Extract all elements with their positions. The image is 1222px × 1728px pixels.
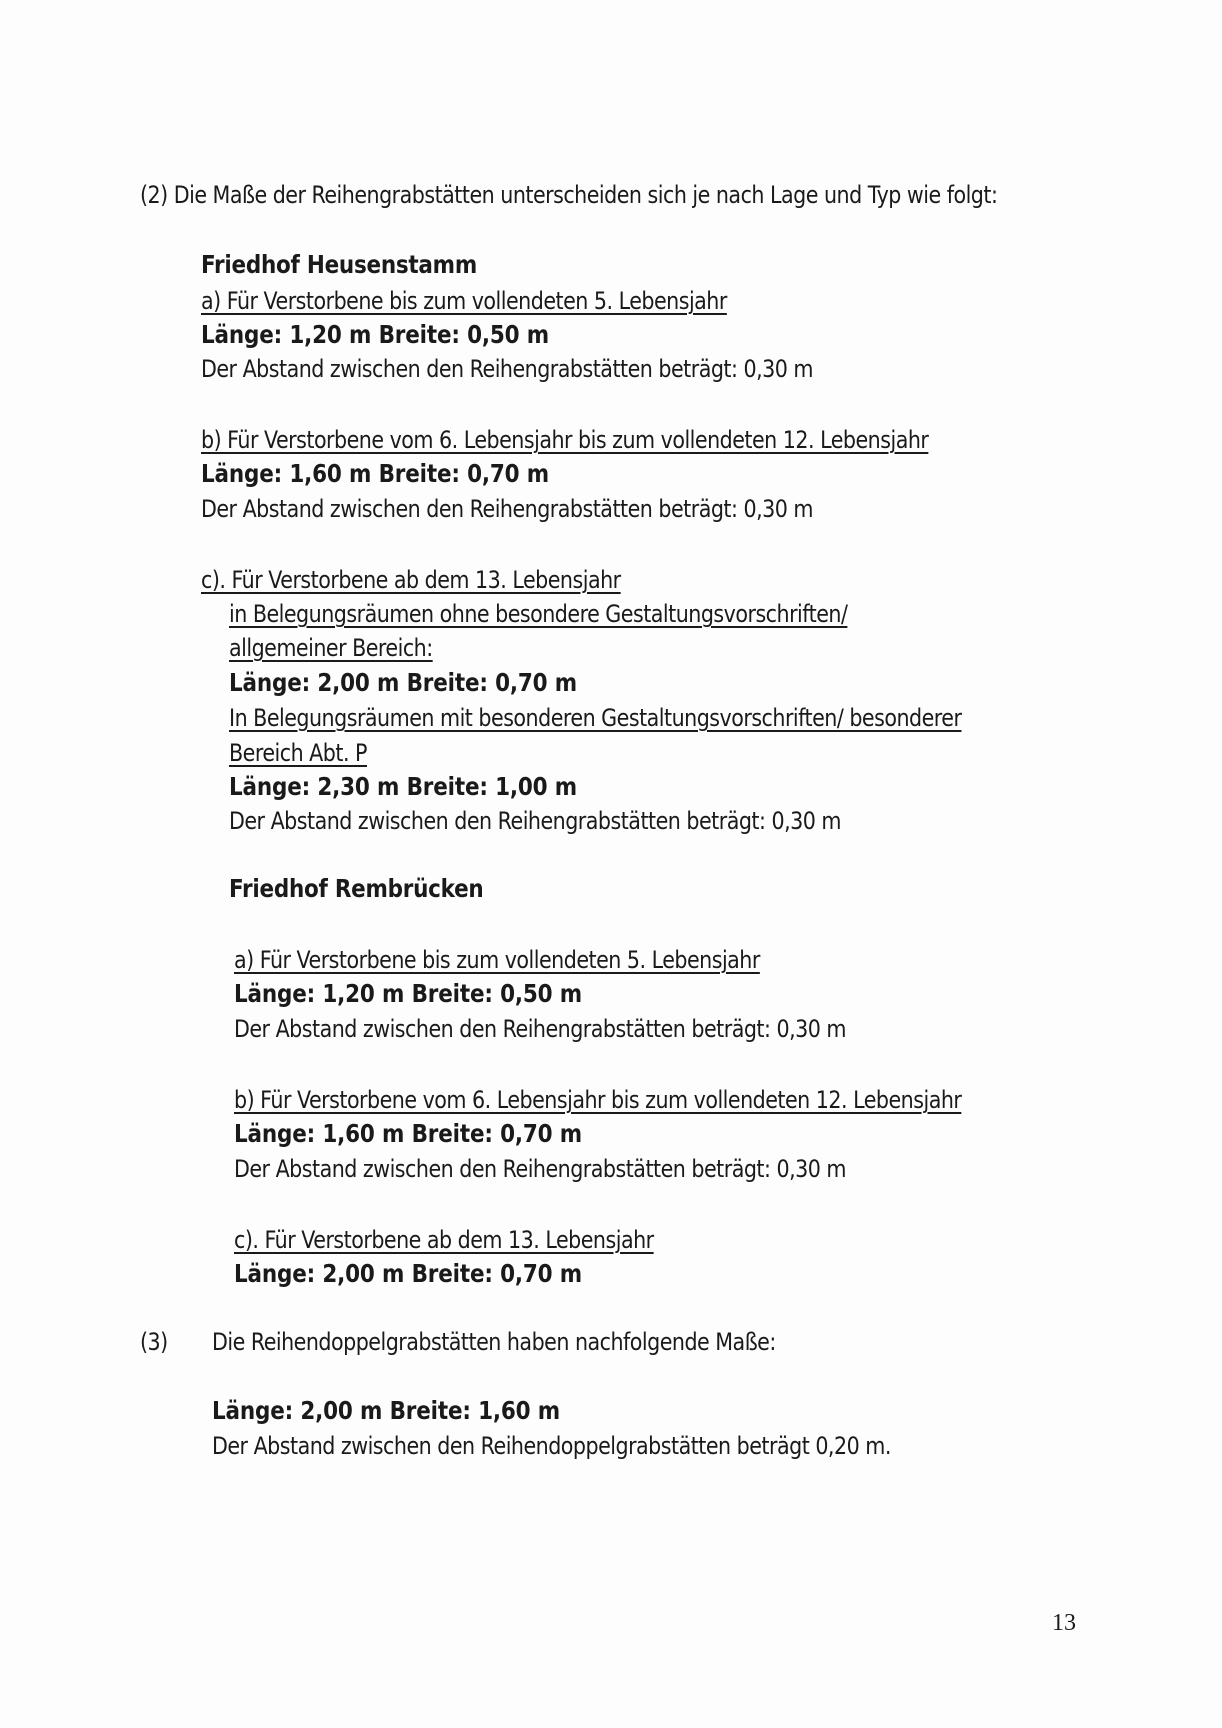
heusenstamm-b-spacing: Der Abstand zwischen den Reihengrabstätten beträgt: 0,30 m bbox=[201, 495, 814, 523]
rembruecken-a-heading: a) Für Verstorbene bis zum vollendeten 5. Lebensjahr bbox=[234, 946, 760, 974]
heusenstamm-title: Friedhof Heusenstamm bbox=[201, 250, 477, 279]
page-number: 13 bbox=[1052, 1610, 1076, 1636]
heusenstamm-c-area2-line2: Bereich Abt. P bbox=[229, 739, 367, 767]
rembruecken-c-dims: Länge: 2,00 m Breite: 0,70 m bbox=[234, 1259, 583, 1288]
rembruecken-a-spacing: Der Abstand zwischen den Reihengrabstätten beträgt: 0,30 m bbox=[234, 1015, 847, 1043]
heusenstamm-c-area1-line2: allgemeiner Bereich: bbox=[229, 634, 433, 662]
rembruecken-b-spacing: Der Abstand zwischen den Reihengrabstätten beträgt: 0,30 m bbox=[234, 1155, 847, 1183]
section-3-spacing: Der Abstand zwischen den Reihendoppelgrabstätten beträgt 0,20 m. bbox=[212, 1432, 891, 1460]
rembruecken-b-heading: b) Für Verstorbene vom 6. Lebensjahr bis zum vollendeten 12. Lebensjahr bbox=[234, 1086, 962, 1114]
rembruecken-b-dims: Länge: 1,60 m Breite: 0,70 m bbox=[234, 1119, 583, 1148]
rembruecken-title: Friedhof Rembrücken bbox=[229, 874, 484, 903]
heusenstamm-a-spacing: Der Abstand zwischen den Reihengrabstätten beträgt: 0,30 m bbox=[201, 355, 814, 383]
rembruecken-a-dims: Länge: 1,20 m Breite: 0,50 m bbox=[234, 979, 583, 1008]
heusenstamm-c-area1-dims: Länge: 2,00 m Breite: 0,70 m bbox=[229, 668, 578, 697]
heusenstamm-a-dims: Länge: 1,20 m Breite: 0,50 m bbox=[201, 320, 550, 349]
heusenstamm-c-heading: c). Für Verstorbene ab dem 13. Lebensjahr bbox=[201, 566, 621, 594]
heusenstamm-c-area2-line1: In Belegungsräumen mit besonderen Gestaltungsvorschriften/ besonderer bbox=[229, 704, 962, 732]
heusenstamm-c-area1-line1: in Belegungsräumen ohne besondere Gestaltungsvorschriften/ bbox=[229, 600, 848, 628]
section-3-number: (3) bbox=[140, 1328, 168, 1356]
rembruecken-c-heading: c). Für Verstorbene ab dem 13. Lebensjahr bbox=[234, 1226, 654, 1254]
section-3-dims: Länge: 2,00 m Breite: 1,60 m bbox=[212, 1396, 561, 1425]
heusenstamm-c-spacing: Der Abstand zwischen den Reihengrabstätten beträgt: 0,30 m bbox=[229, 807, 842, 835]
section-3-text: Die Reihendoppelgrabstätten haben nachfolgende Maße: bbox=[212, 1328, 776, 1356]
heusenstamm-b-heading: b) Für Verstorbene vom 6. Lebensjahr bis zum vollendeten 12. Lebensjahr bbox=[201, 426, 929, 454]
heusenstamm-a-heading: a) Für Verstorbene bis zum vollendeten 5. Lebensjahr bbox=[201, 287, 727, 315]
section-2-intro: (2) Die Maße der Reihengrabstätten unterscheiden sich je nach Lage und Typ wie folgt: bbox=[140, 181, 998, 209]
heusenstamm-c-area2-dims: Länge: 2,30 m Breite: 1,00 m bbox=[229, 772, 578, 801]
heusenstamm-b-dims: Länge: 1,60 m Breite: 0,70 m bbox=[201, 459, 550, 488]
